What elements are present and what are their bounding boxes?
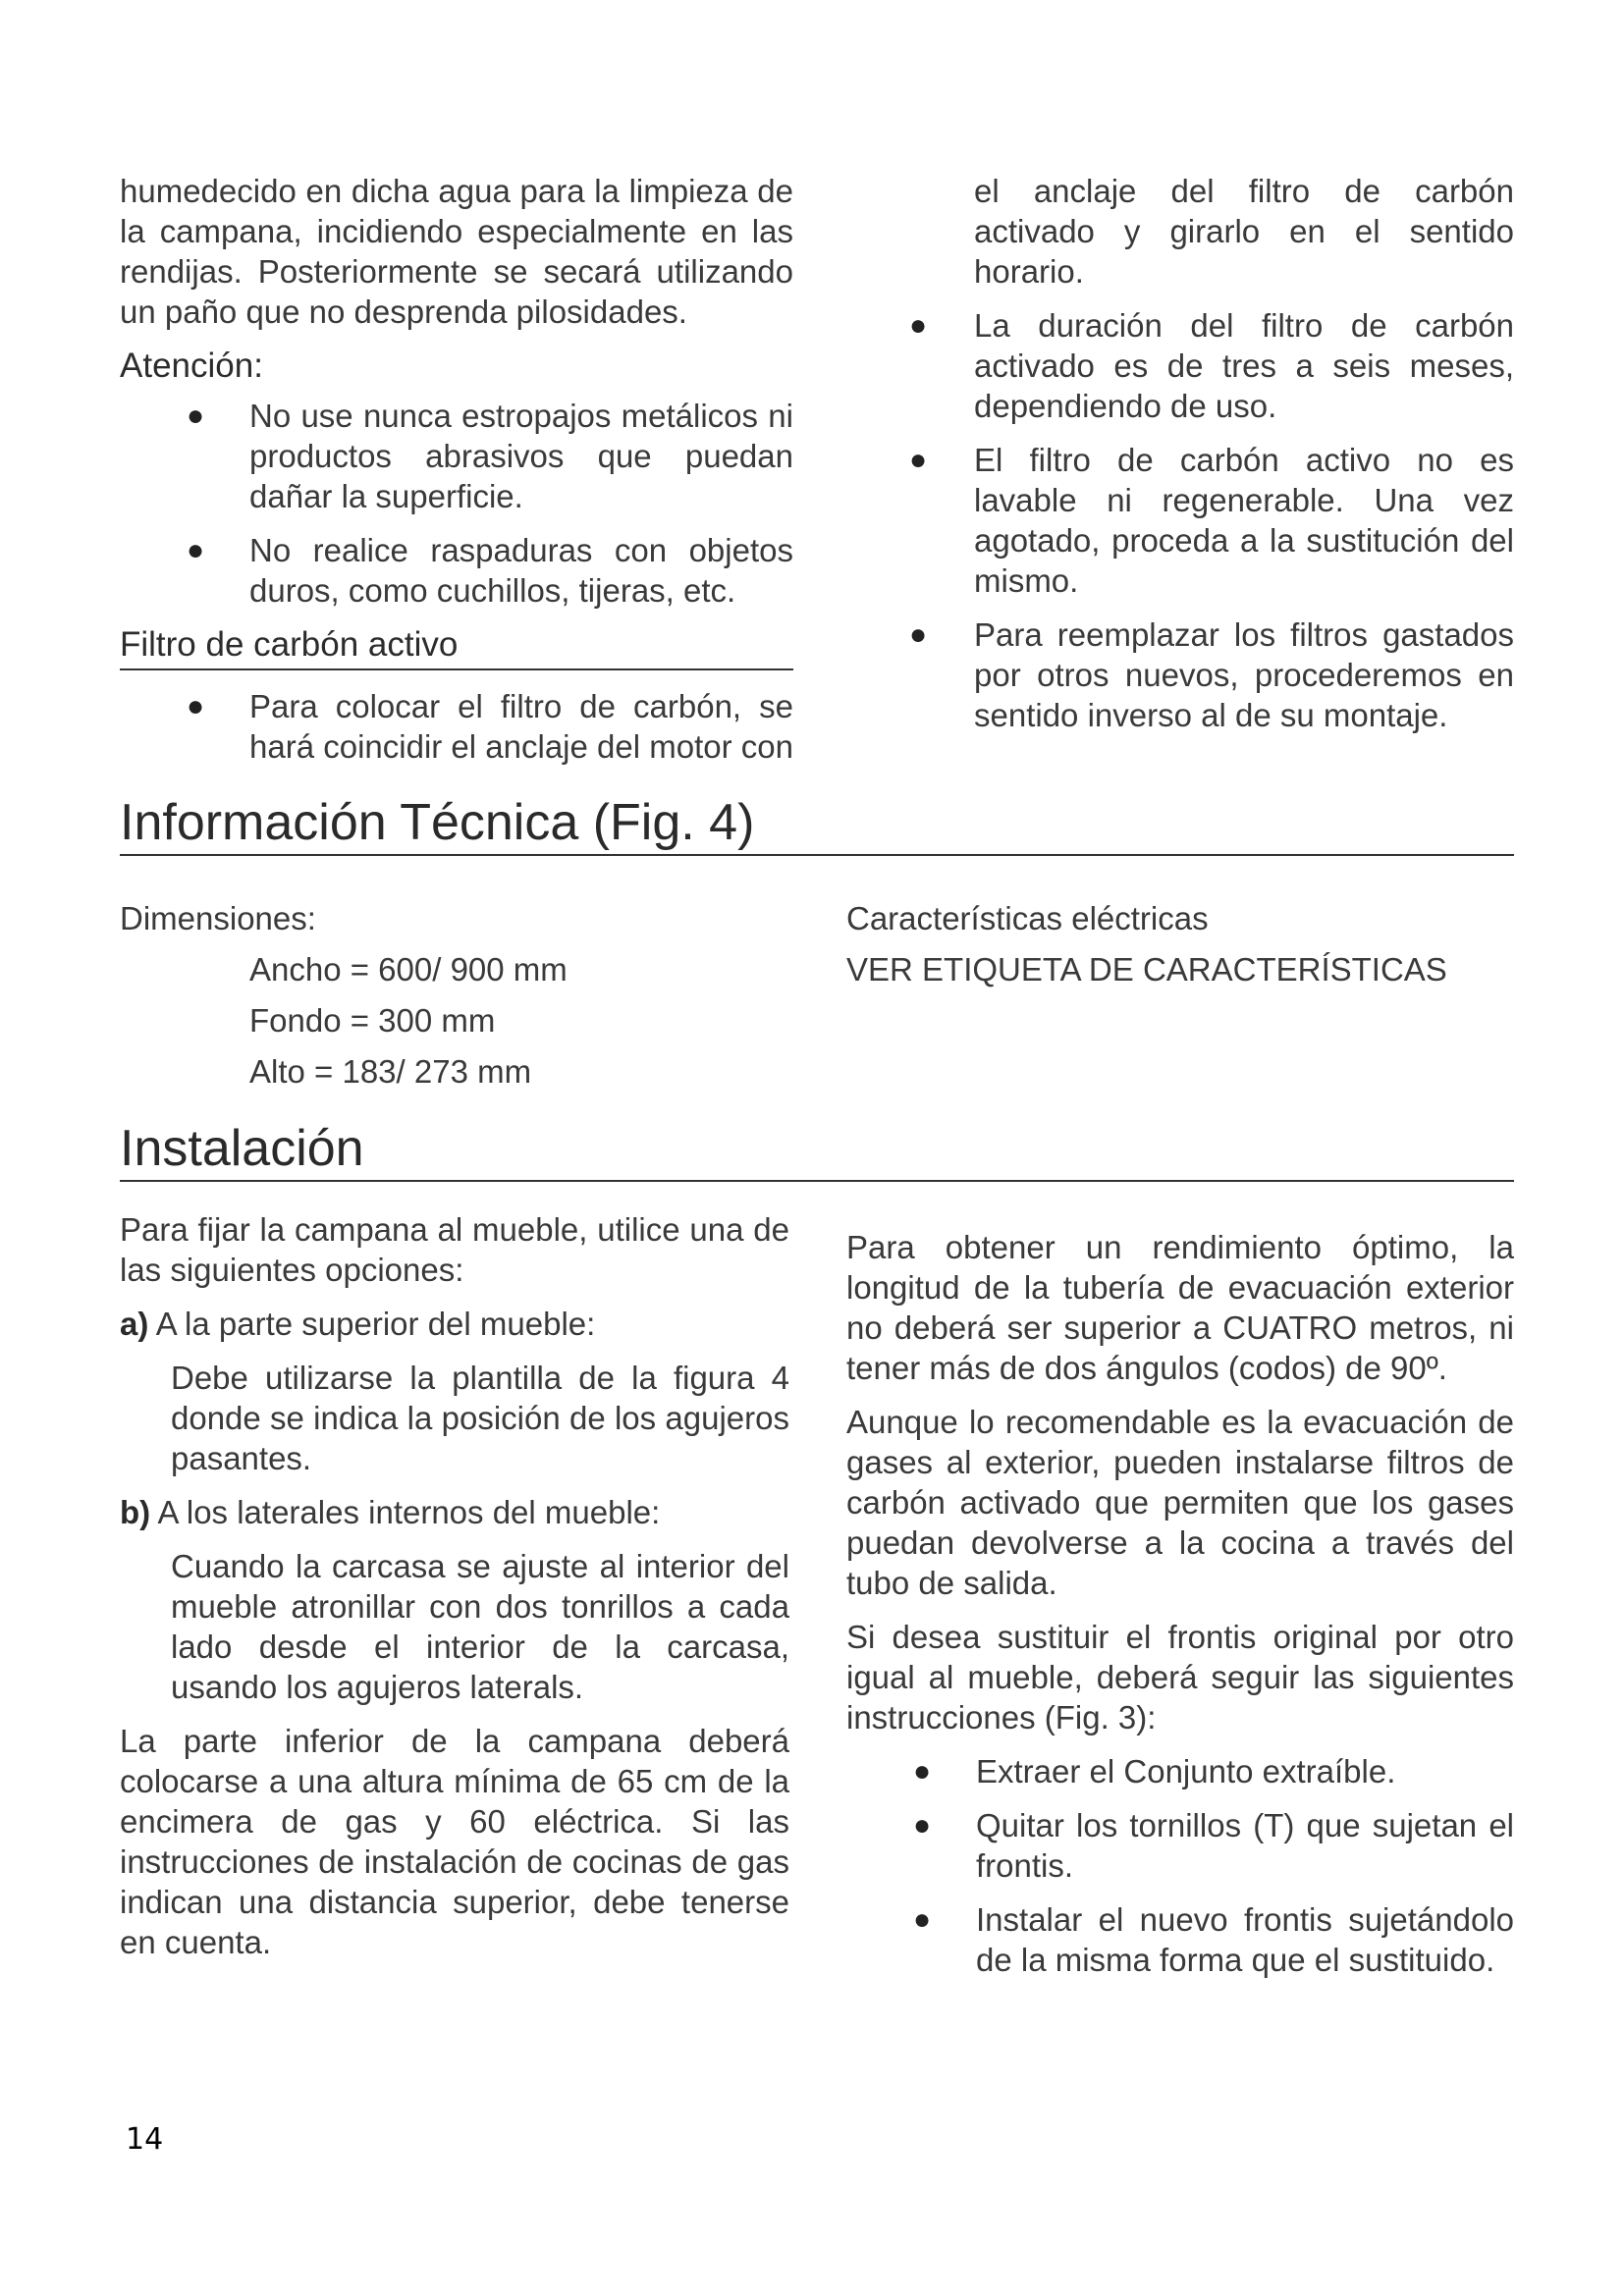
filter-info-item bbox=[895, 614, 1514, 735]
bullet-icon: ● bbox=[913, 1809, 932, 1842]
frontis-step bbox=[846, 1751, 1514, 1791]
option-b-text: Cuando la carcasa se ajuste al interior del mueble atronillar con dos tonrillos a cada lado desde el interior de la carcasa, usando los agujeros laterals. bbox=[171, 1548, 789, 1705]
filter-item bbox=[120, 686, 793, 767]
electrical-value: VER ETIQUETA DE CARACTERÍSTICAS bbox=[846, 951, 1447, 988]
attention-item bbox=[120, 396, 793, 516]
cleaning-paragraph: humedecido en dicha agua para la limpieza de la campana, incidiendo especialmente en las rendijas. Posteriormente se secará utilizando un paño que no desprenda pilosidades. bbox=[120, 173, 793, 330]
option-b-label bbox=[120, 1492, 789, 1532]
dimension-width: Ancho = 600/ 900 mm bbox=[249, 951, 568, 988]
frontis-step-text: Quitar los tornillos (T) que sujetan el frontis. bbox=[976, 1807, 1514, 1884]
option-b-letter: b) bbox=[120, 1494, 151, 1530]
top-left-column bbox=[120, 171, 793, 780]
attention-item-text: No realice raspaduras con objetos duros, como cuchillos, tijeras, etc. bbox=[249, 532, 793, 609]
dimension-height: Alto = 183/ 273 mm bbox=[249, 1053, 532, 1090]
filter-info-item bbox=[895, 305, 1514, 426]
dimension-depth: Fondo = 300 mm bbox=[249, 1002, 496, 1039]
bullet-icon: ● bbox=[909, 309, 928, 342]
frontis-step bbox=[846, 1805, 1514, 1886]
height-paragraph: La parte inferior de la campana deberá colocarse a una altura mínima de 65 cm de la encimera de gas y 60 eléctrica. Si las instrucciones de instalación de cocinas de gas indican una distancia superior, debe tenerse en cuenta. bbox=[120, 1723, 789, 1960]
attention-heading: Atención: bbox=[120, 347, 263, 385]
frontis-paragraph: Si desea sustituir el frontis original por otro igual al mueble, deberá seguir las siguientes instrucciones (Fig. 3): bbox=[846, 1619, 1514, 1735]
dimensions-label: Dimensiones: bbox=[120, 900, 316, 936]
installation-heading: Instalación bbox=[120, 1119, 1514, 1182]
filter-info-item bbox=[895, 440, 1514, 601]
option-a-label bbox=[120, 1304, 789, 1344]
carbon-filter-heading: Filtro de carbón activo bbox=[120, 624, 793, 670]
filter-info-text: Para reemplazar los filtros gastados por otros nuevos, procederemos en sentido inverso al de su montaje. bbox=[974, 616, 1514, 733]
option-a-text: Debe utilizarse la plantilla de la figura 4 donde se indica la posición de los agujeros pasantes. bbox=[171, 1360, 789, 1476]
install-left-column bbox=[120, 1209, 789, 1962]
frontis-step bbox=[846, 1899, 1514, 1980]
option-a-letter: a) bbox=[120, 1306, 149, 1342]
filter-continuation: el anclaje del filtro de carbón activado y girarlo en el sentido horario. bbox=[974, 173, 1514, 290]
bullet-icon: ● bbox=[187, 400, 205, 432]
frontis-step-text: Instalar el nuevo frontis sujetándolo de la misma forma que el sustituido. bbox=[976, 1901, 1514, 1978]
evacuation-paragraph: Aunque lo recomendable es la evacuación de gases al exterior, pueden instalarse filtros de carbón activado que permiten que los gases puedan devolverse a la cocina a través del tubo de salida. bbox=[846, 1404, 1514, 1601]
technical-info-heading: Información Técnica (Fig. 4) bbox=[120, 793, 1514, 856]
frontis-step-text: Extraer el Conjunto extraíble. bbox=[976, 1753, 1396, 1789]
performance-paragraph: Para obtener un rendimiento óptimo, la longitud de la tubería de evacuación exterior no deberá ser superior a CUATRO metros, ni tener más de dos ángulos (codos) de 90º. bbox=[846, 1229, 1514, 1386]
install-right-column bbox=[846, 1227, 1514, 1994]
filter-info-text: La duración del filtro de carbón activado es de tres a seis meses, dependiendo de uso. bbox=[974, 307, 1514, 424]
option-b-text-label: A los laterales internos del mueble: bbox=[157, 1494, 661, 1530]
bullet-icon: ● bbox=[909, 618, 928, 651]
filter-item-text: Para colocar el filtro de carbón, se hará coincidir el anclaje del motor con bbox=[249, 688, 793, 765]
bullet-icon: ● bbox=[187, 690, 205, 722]
bullet-icon: ● bbox=[187, 534, 205, 566]
option-a-text-label: A la parte superior del mueble: bbox=[155, 1306, 596, 1342]
bullet-icon: ● bbox=[909, 444, 928, 476]
page-number: 14 bbox=[126, 2122, 164, 2157]
install-intro: Para fijar la campana al mueble, utilice una de las siguientes opciones: bbox=[120, 1211, 789, 1288]
electrical-block bbox=[846, 893, 1514, 995]
top-right-column bbox=[895, 171, 1514, 749]
bullet-icon: ● bbox=[913, 1903, 932, 1936]
dimensions-block bbox=[120, 893, 807, 1097]
bullet-icon: ● bbox=[913, 1755, 932, 1788]
filter-info-text: El filtro de carbón activo no es lavable ni regenerable. Una vez agotado, proceda a la sustitución del mismo. bbox=[974, 442, 1514, 599]
electrical-label: Características eléctricas bbox=[846, 900, 1209, 936]
attention-item bbox=[120, 530, 793, 611]
attention-item-text: No use nunca estropajos metálicos ni productos abrasivos que puedan dañar la superficie. bbox=[249, 398, 793, 514]
